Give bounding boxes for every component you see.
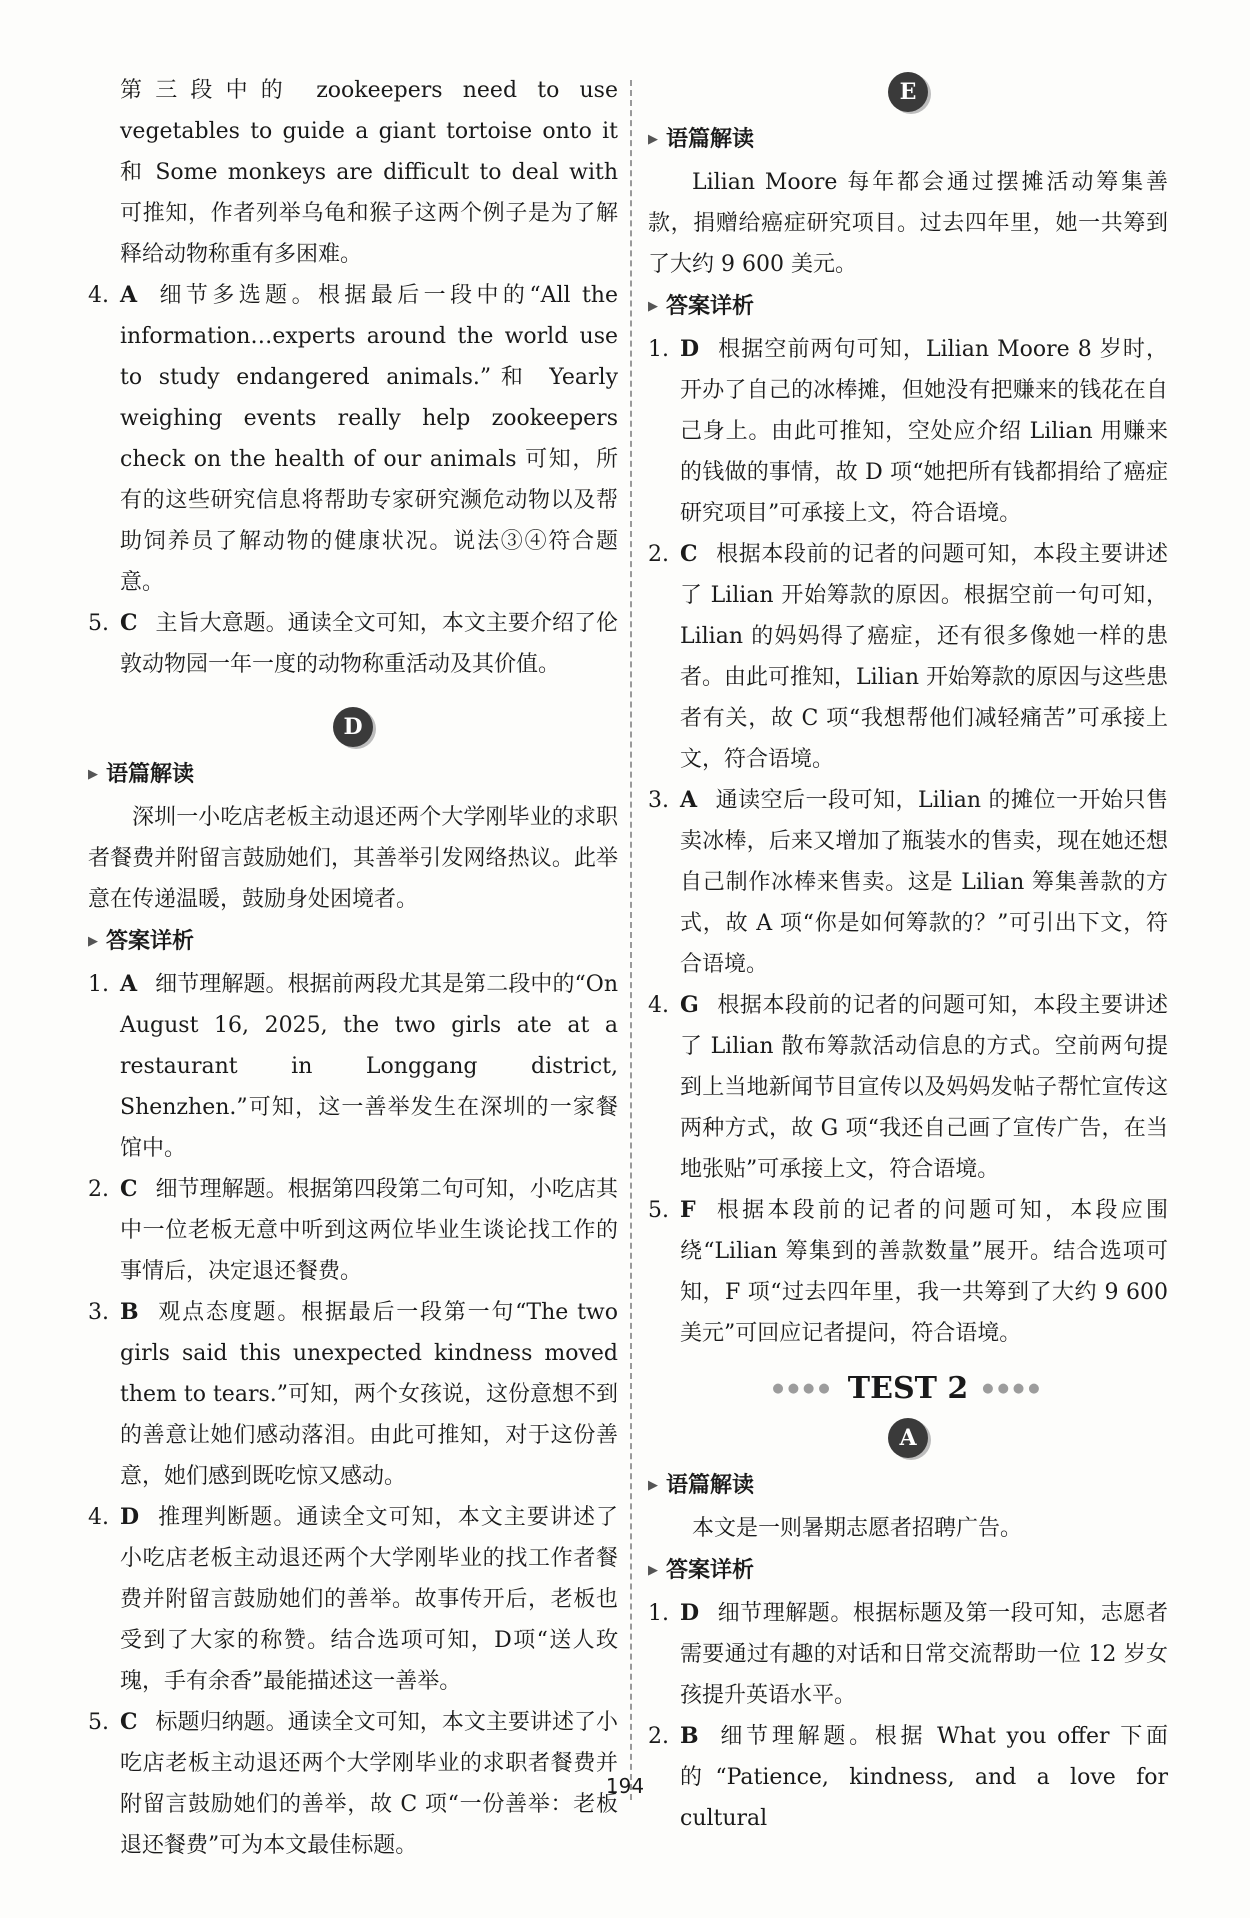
section-c-continued-text: 第三段中的 zookeepers need to use vegetables to guide a giant tortoise onto it 和 Some monkeys are difficult to deal with 可推知，作者列举乌龟和猴子这两个例子是为了解释给动物称重有多困难。 <box>120 78 618 267</box>
answer-item-d1: 1. A 细节理解题。根据前两段尤其是第二段中的“On August 16, 2025, the two girls ate at a restaurant in Longgang district, Shenzhen.”可知，这一善举发生在深圳的一家餐馆中。 <box>88 971 618 1161</box>
section-a-reading-text: 本文是一则暑期志愿者招聘广告。 <box>692 1516 1023 1541</box>
decorative-dots-left: ●●●● <box>772 1380 834 1396</box>
page-number: 194 <box>605 1774 645 1798</box>
answer-item-e2: 2. C 根据本段前的记者的问题可知，本段主要讲述了 Lilian 开始筹款的原因。根据空前一句可知，Lilian 的妈妈得了癌症，还有很多像她一样的患者。由此可推知，Lilian 开始筹款的原因与这些患者有关，故 C 项“我想帮他们减轻痛苦”可承接上文，符合语境。 <box>648 541 1168 772</box>
answer-item-d2: 2. C 细节理解题。根据第四段第二句可知，小吃店其中一位老板无意中听到这两位毕业生谈论找工作的事情后，决定退还餐费。 <box>88 1176 618 1284</box>
section-d-badge-row <box>88 707 618 747</box>
section-a-reading-heading: ▶ 语篇解读 <box>648 1473 755 1498</box>
section-a-badge-row <box>648 1418 1168 1458</box>
answer-item-e4: 4. G 根据本段前的记者的问题可知，本段主要讲述了 Lilian 散布筹款活动信息的方式。空前两句提到上当地新闻节目宣传以及妈妈发帖子帮忙宣传这两种方式，故 G 项“我还自己画了宣传广告，在当地张贴”可承接上文，符合语境。 <box>648 992 1168 1182</box>
section-e-reading-text: Lilian Moore 每年都会通过摆摊活动筹集善款，捐赠给癌症研究项目。过去四年里，她一共筹到了大约 9 600 美元。 <box>648 170 1168 277</box>
arrow-bullet-icon: ▶ <box>648 1478 658 1493</box>
answer-item-e1: 1. D 根据空前两句可知，Lilian Moore 8 岁时，开办了自己的冰棒摊，但她没有把赚来的钱花在自己身上。由此可推知，空处应介绍 Lilian 用赚来的钱做的事情，故 D 项“她把所有钱都捐给了癌症研究项目”可承接上文，符合语境。 <box>648 336 1168 526</box>
answer-item-d3: 3. B 观点态度题。根据最后一段第一句“The two girls said this unexpected kindness moved them to tears.”可知，两个女孩说，这份意想不到的善意让她们感动落泪。由此可推知，对于这份善意，她们感到既吃惊又感动。 <box>88 1299 618 1489</box>
answer-item-c4: 4. A 细节多选题。根据最后一段中的“All the information…experts around the world use to study endangered animals.”和 Yearly weighing events really help zookeepers check on the health of our animals 可知，所有的这些研究信息将帮助专家研究濒危动物以及帮助饲养员了解动物的健康状况。说法③④符合题意。 <box>88 282 618 595</box>
arrow-bullet-icon: ▶ <box>648 132 658 147</box>
arrow-bullet-icon: ▶ <box>648 299 658 314</box>
section-d-reading-text: 深圳一小吃店老板主动退还两个大学刚毕业的求职者餐费并附留言鼓励她们，其善举引发网络热议。此举意在传递温暖，鼓励身处困境者。 <box>88 805 618 912</box>
section-d-answer-heading: ▶ 答案详析 <box>88 929 195 954</box>
section-a-badge: A <box>888 1418 928 1458</box>
section-d-badge: D <box>333 707 373 747</box>
test-2-title: ●●●● TEST 2 ●●●● <box>772 1370 1044 1406</box>
arrow-bullet-icon: ▶ <box>88 934 98 949</box>
answer-item-e3: 3. A 通读空后一段可知，Lilian 的摊位一开始只售卖冰棒，后来又增加了瓶装水的售卖，现在她还想自己制作冰棒来售卖。这是 Lilian 筹集善款的方式，故 A 项“你是如何筹款的？”可引出下文，符合语境。 <box>648 787 1168 977</box>
answer-item-a2: 2. B 细节理解题。根据 What you offer 下面的“Patience, kindness, and a love for cultural <box>648 1723 1168 1831</box>
section-e-answer-heading: ▶ 答案详析 <box>648 294 755 319</box>
section-e-reading-heading: ▶ 语篇解读 <box>648 127 755 152</box>
section-a-answer-heading: ▶ 答案详析 <box>648 1558 755 1583</box>
left-column <box>88 70 618 1866</box>
decorative-dots-right: ●●●● <box>982 1380 1044 1396</box>
section-e-badge: E <box>888 72 928 112</box>
answer-item-a1: 1. D 细节理解题。根据标题及第一段可知，志愿者需要通过有趣的对话和日常交流帮助一位 12 岁女孩提升英语水平。 <box>648 1600 1168 1708</box>
right-column <box>648 70 1168 1839</box>
arrow-bullet-icon: ▶ <box>648 1563 658 1578</box>
answer-item-c5: 5. C 主旨大意题。通读全文可知，本文主要介绍了伦敦动物园一年一度的动物称重活动及其价值。 <box>88 610 618 677</box>
section-d-reading-heading: ▶ 语篇解读 <box>88 762 195 787</box>
column-divider <box>630 80 632 1800</box>
section-e-badge-row <box>648 72 1168 112</box>
answer-item-d4: 4. D 推理判断题。通读全文可知，本文主要讲述了小吃店老板主动退还两个大学刚毕业的找工作者餐费并附留言鼓励她们的善举。故事传开后，老板也受到了大家的称赞。结合选项可知，D项“送人玫瑰，手有余香”最能描述这一善举。 <box>88 1504 618 1694</box>
answer-item-d5: 5. C 标题归纳题。通读全文可知，本文主要讲述了小吃店老板主动退还两个大学刚毕业的求职者餐费并附留言鼓励她们的善举，故 C 项“一份善举：老板退还餐费”可为本文最佳标题。 <box>88 1709 618 1858</box>
answer-item-e5: 5. F 根据本段前的记者的问题可知，本段应围绕“Lilian 筹集到的善款数量”展开。结合选项可知，F 项“过去四年里，我一共筹到了大约 9 600 美元”可回应记者提问，符合语境。 <box>648 1197 1168 1346</box>
arrow-bullet-icon: ▶ <box>88 767 98 782</box>
